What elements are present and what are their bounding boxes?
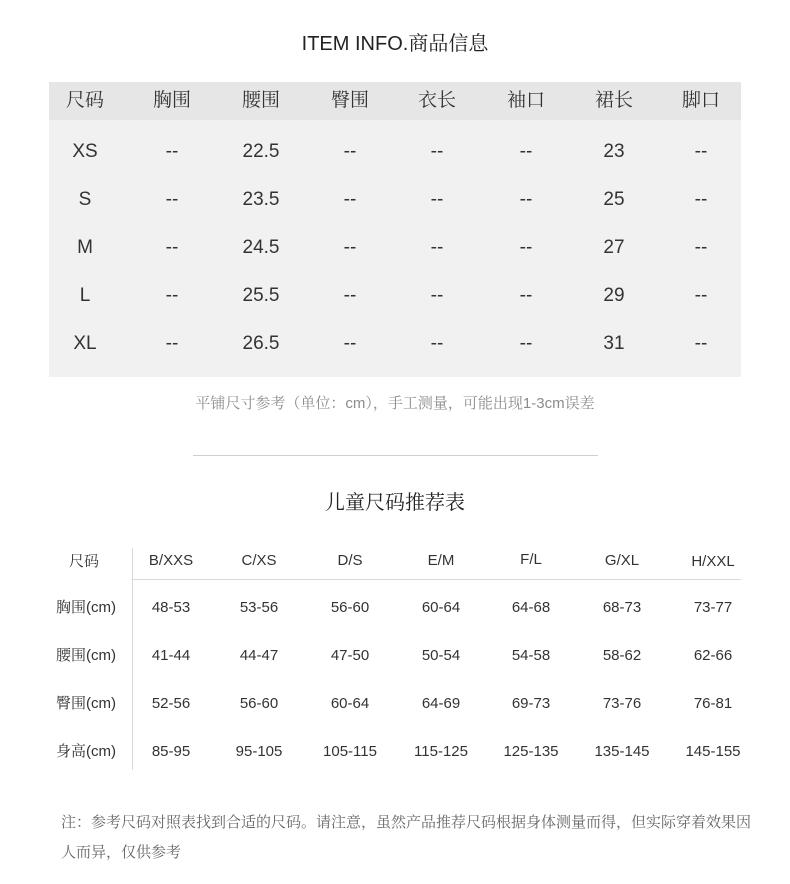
size-table-cell: -- — [430, 189, 444, 210]
kids-table-cell: 44-47 — [239, 647, 279, 664]
kids-table-cell: 76-81 — [693, 695, 733, 712]
item-info-title: ITEM INFO.商品信息 — [301, 33, 489, 55]
kids-table-cell: 145-155 — [685, 743, 741, 760]
kids-size-title: 儿童尺码推荐表 — [325, 492, 465, 514]
measure-note: 平铺尺寸参考（单位：cm），手工测量，可能出现1-3cm误差 — [195, 395, 595, 412]
kids-table-cell: 54-58 — [511, 647, 551, 664]
size-table-header-cell: 腰围 — [241, 90, 281, 111]
kids-table-cell: 56-60 — [239, 695, 279, 712]
size-table-cell: -- — [694, 189, 708, 210]
size-table-cell: -- — [343, 189, 357, 210]
size-table-cell: -- — [519, 141, 533, 162]
size-table-cell: XL — [73, 333, 97, 354]
kids-table-cell: 53-56 — [239, 599, 279, 616]
size-table-cell: -- — [430, 285, 444, 306]
kids-table-cell: 50-54 — [421, 647, 461, 664]
size-table-cell: -- — [694, 333, 708, 354]
kids-table-cell: 73-77 — [693, 599, 733, 616]
size-table-cell: -- — [430, 237, 444, 258]
size-table-cell: M — [77, 237, 93, 258]
size-table-cell: -- — [519, 333, 533, 354]
kids-table-cell: 135-145 — [594, 743, 650, 760]
size-table-cell: -- — [165, 237, 179, 258]
size-table-header — [49, 82, 741, 120]
kids-table-cell: 125-135 — [503, 743, 559, 760]
kids-table-cell: 115-125 — [414, 743, 468, 760]
kids-table-row-label: 身高(cm) — [56, 743, 116, 760]
size-table-header-cell: 裙长 — [594, 90, 634, 111]
size-table-cell: 23.5 — [242, 189, 280, 210]
kids-table-cell: 95-105 — [235, 743, 283, 760]
kids-table-column-header: F/L — [520, 551, 542, 568]
size-table-row — [49, 320, 741, 368]
size-table-cell: 27 — [603, 237, 625, 258]
kids-table-cell: 64-68 — [511, 599, 551, 616]
kids-table-cell: 41-44 — [151, 647, 191, 664]
size-table-header-cell: 袖口 — [506, 90, 546, 111]
kids-table-cell: 69-73 — [511, 695, 551, 712]
size-table-cell: 31 — [603, 333, 625, 354]
size-table-cell: 23 — [603, 141, 625, 162]
size-table-row — [49, 128, 741, 176]
size-table-cell: XS — [72, 141, 98, 162]
size-table-header-cell: 衣长 — [417, 90, 457, 111]
kids-table-cell: 105-115 — [323, 743, 377, 760]
section-divider — [193, 455, 598, 456]
kids-table-cell: 58-62 — [602, 647, 642, 664]
kids-table-cell: 85-95 — [151, 743, 191, 760]
size-table-cell: -- — [343, 237, 357, 258]
kids-table-column-header: C/XS — [241, 552, 277, 569]
kids-table-row-label: 腰围(cm) — [56, 647, 116, 664]
kids-table-cell: 60-64 — [330, 695, 370, 712]
kids-table-cell: 60-64 — [421, 599, 461, 616]
kids-table-cell: 73-76 — [602, 695, 642, 712]
size-table-cell: -- — [343, 141, 357, 162]
size-table-header-cell: 尺码 — [65, 90, 105, 111]
kids-table-cell: 48-53 — [151, 599, 191, 616]
kids-table-column-header: G/XL — [604, 552, 640, 569]
size-table-cell: -- — [519, 237, 533, 258]
size-table-cell: -- — [165, 333, 179, 354]
size-table-cell: -- — [519, 285, 533, 306]
kids-table-cell: 47-50 — [330, 647, 370, 664]
kids-table-column-header: D/S — [337, 552, 363, 569]
kids-table-cell: 52-56 — [151, 695, 191, 712]
kids-table-cell: 56-60 — [330, 599, 370, 616]
kids-table-column-header: H/XXL — [691, 553, 735, 570]
size-table-cell: -- — [694, 237, 708, 258]
kids-table-row-label: 臀围(cm) — [56, 695, 116, 712]
size-table-cell: -- — [519, 189, 533, 210]
size-table-cell: -- — [165, 285, 179, 306]
size-table-cell: 24.5 — [242, 237, 280, 258]
kids-table-cell: 62-66 — [693, 647, 733, 664]
kids-table-row-label: 胸围(cm) — [56, 599, 116, 616]
size-table-header-cell: 胸围 — [152, 90, 192, 111]
size-table-row — [49, 224, 741, 272]
size-table-cell: -- — [165, 141, 179, 162]
kids-table-column-header: E/M — [427, 552, 455, 569]
size-table-row — [49, 176, 741, 224]
kids-table-header-line — [132, 579, 741, 580]
size-table-header-cell: 臀围 — [330, 90, 370, 111]
size-table-cell: 29 — [603, 285, 625, 306]
size-table-cell: 25.5 — [242, 285, 280, 306]
size-table-cell: -- — [430, 141, 444, 162]
size-table-row — [49, 272, 741, 320]
size-table-cell: -- — [694, 285, 708, 306]
size-table-cell: -- — [343, 285, 357, 306]
kids-table-cell: 68-73 — [602, 599, 642, 616]
size-table-cell: 25 — [603, 189, 625, 210]
size-table-cell: -- — [430, 333, 444, 354]
size-table-cell: S — [78, 189, 92, 210]
kids-table-column-header: B/XXS — [148, 552, 194, 569]
kids-table-cell: 64-69 — [421, 695, 461, 712]
kids-table-header-label: 尺码 — [68, 553, 100, 570]
size-table-cell: L — [79, 285, 91, 306]
size-table-cell: 26.5 — [242, 333, 280, 354]
footer-note: 注：参考尺码对照表找到合适的尺码。请注意，虽然产品推荐尺码根据身体测量而得，但实际穿着效果因人而异，仅供参考 — [61, 814, 752, 861]
size-table-cell: 22.5 — [242, 141, 280, 162]
kids-table-vertical-line — [132, 548, 133, 770]
size-table-cell: -- — [343, 333, 357, 354]
size-table-cell: -- — [694, 141, 708, 162]
size-table-cell: -- — [165, 189, 179, 210]
size-table-header-cell: 脚口 — [681, 90, 721, 111]
size-table-body — [49, 120, 741, 377]
